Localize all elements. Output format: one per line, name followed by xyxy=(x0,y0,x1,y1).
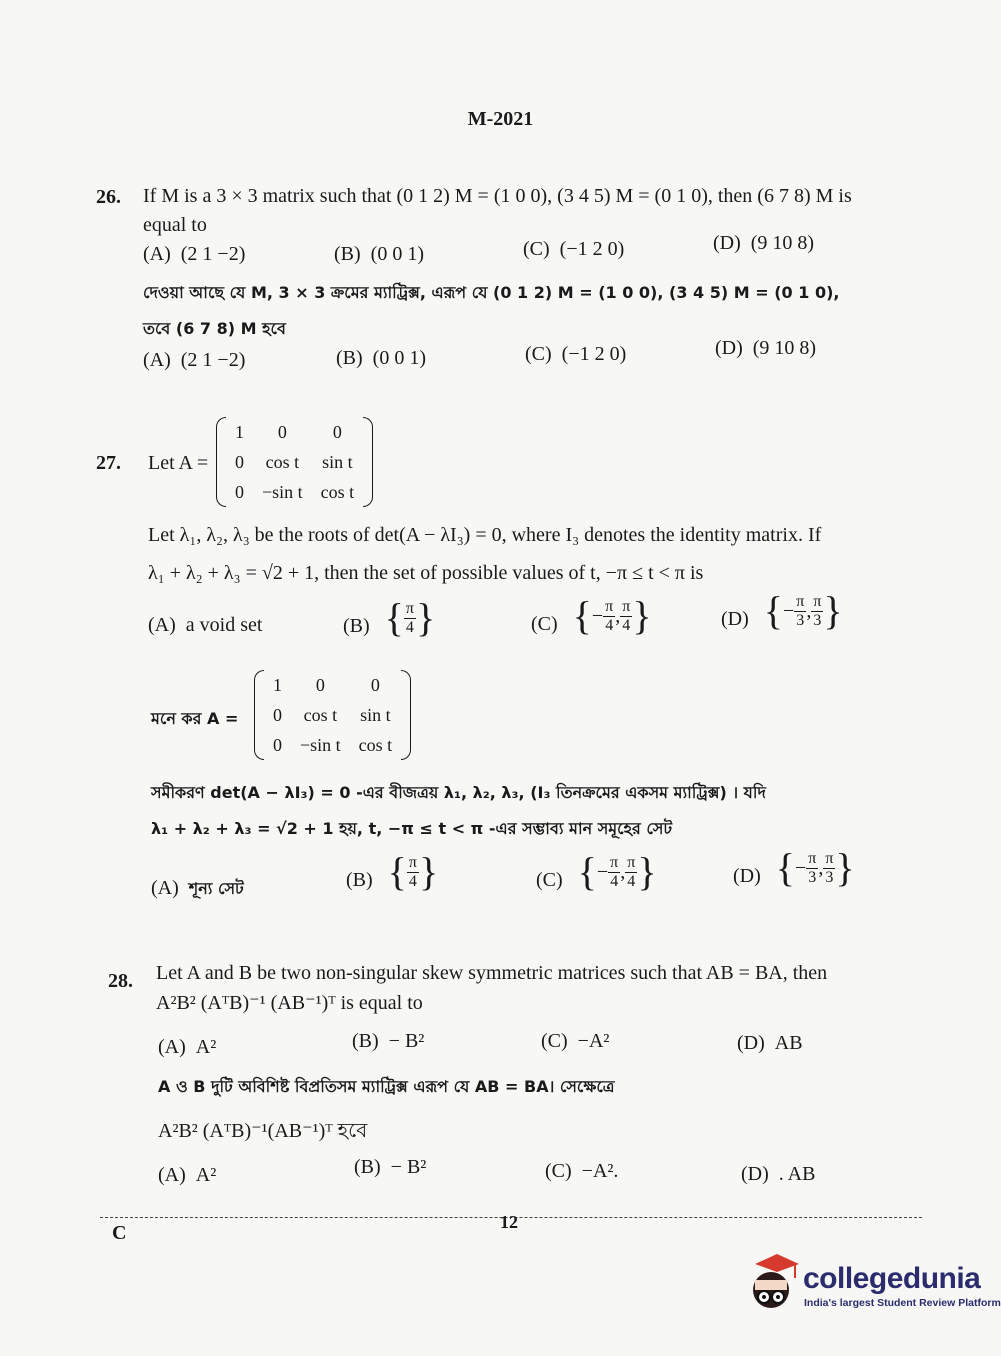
paper-code: M-2021 xyxy=(467,108,534,130)
matrix-cell: 0 xyxy=(273,704,282,725)
matrix-cell: 1 xyxy=(273,674,282,695)
q28-bn-option-a: (A) A² xyxy=(158,1164,217,1186)
question-number-27: 27. xyxy=(96,452,121,474)
matrix-cell: 0 xyxy=(235,451,244,472)
q26-bn-option-d: (D) (9 10 8) xyxy=(715,337,817,359)
q27-bengali-matrix xyxy=(254,670,411,760)
q28-bn-option-d: (D) . AB xyxy=(741,1163,816,1185)
q26-bengali-line2: তবে (6 7 8) M হবে xyxy=(143,319,286,338)
q26-bn-option-a: (A) (2 1 −2) xyxy=(143,349,246,371)
question-number-28: 28. xyxy=(108,970,133,992)
q28-option-a: (A) A² xyxy=(158,1036,217,1058)
matrix-cell: 0 xyxy=(370,674,380,695)
q27-option-a: (A) a void set xyxy=(148,614,263,636)
q28-bn-option-b: (B) − B² xyxy=(354,1156,427,1178)
q28-option-c: (C) −A² xyxy=(541,1030,610,1052)
q27-option-d: (D) { − $\frac{\pi}{3}$ , $\frac{\pi}{3}$ } xyxy=(721,588,843,633)
matrix-cell: −sin t xyxy=(262,481,303,502)
q27-bn-option-c: (C) { − $\frac{\pi}{4}$ , $\frac{\pi}{4}$ } xyxy=(536,849,657,894)
matrix-cell: cos t xyxy=(320,481,355,502)
q26-bengali-line1: দেওয়া আছে যে M, 3 × 3 ক্রমের ম্যাট্রিক্স, এরূপ যে (0 1 2) M = (1 0 0), (3 4 5) M = (0 1 0), xyxy=(143,283,840,302)
matrix-cell: 0 xyxy=(273,734,282,755)
q27-text-line2: λ₁ + λ₂ + λ₃ = √2 + 1, then the set of possible values of t, −π ≤ t < π is xyxy=(148,562,704,584)
matrix-cell: 0 xyxy=(277,421,287,442)
q27-option-b: (B) { $\frac{\pi}{4}$ } xyxy=(343,595,436,640)
q28-bengali-line1: A ও B দুটি অবিশিষ্ট বিপ্রতিসম ম্যাট্রিক্স এরূপ যে AB = BA। সেক্ষেত্রে xyxy=(158,1077,615,1096)
matrix-cell: 0 xyxy=(235,481,244,502)
q28-option-b: (B) − B² xyxy=(352,1030,425,1052)
q26-option-d: (D) (9 10 8) xyxy=(713,232,815,254)
q26-option-b: (B) (0 0 1) xyxy=(334,243,424,265)
q27-let-a: Let A = xyxy=(148,452,209,474)
q26-bn-option-b: (B) (0 0 1) xyxy=(336,347,426,369)
matrix-cell: cos t xyxy=(265,451,300,472)
q27-matrix xyxy=(216,417,373,507)
collegedunia-mascot-icon xyxy=(745,1250,801,1312)
q28-bn-option-c: (C) −A². xyxy=(545,1160,619,1182)
matrix-cell: −sin t xyxy=(300,734,341,755)
q27-bn-option-b: (B) { $\frac{\pi}{4}$ } xyxy=(346,849,439,894)
q27-bengali-line1: সমীকরণ det(A − λI₃) = 0 -এর বীজত্রয় λ₁, λ₂, λ₃, (I₃ তিনক্রমের একসম ম্যাট্রিক্স) । যদি xyxy=(151,783,766,802)
matrix-cell: 0 xyxy=(332,421,342,442)
matrix-cell: sin t xyxy=(360,704,391,725)
q28-option-d: (D) AB xyxy=(737,1032,803,1054)
question-number-26: 26. xyxy=(96,186,121,208)
matrix-cell: sin t xyxy=(322,451,353,472)
q27-text-line1: Let λ₁, λ₂, λ₃ be the roots of det(A − λI₃) = 0, where I₃ denotes the identity matrix. If xyxy=(148,524,822,546)
collegedunia-tagline: India's largest Student Review Platform xyxy=(804,1297,1001,1309)
q27-bn-option-a: (A) শূন্য সেট xyxy=(151,877,244,899)
q26-bn-option-c: (C) (−1 2 0) xyxy=(525,343,627,365)
matrix-cell: 1 xyxy=(235,421,244,442)
q27-option-c: (C) { − $\frac{\pi}{4}$ , $\frac{\pi}{4}$ } xyxy=(531,593,652,638)
q26-text-line2: equal to xyxy=(143,214,207,236)
q26-text-line1: If M is a 3 × 3 matrix such that (0 1 2) M = (1 0 0), (3 4 5) M = (0 1 0), then (6 7 8) M is xyxy=(143,185,852,207)
matrix-cell: 0 xyxy=(315,674,325,695)
q28-bengali-line2: A²B² (AᵀB)⁻¹(AB⁻¹)ᵀ হবে xyxy=(158,1120,368,1142)
collegedunia-logo-text: collegedunia xyxy=(803,1262,981,1295)
q27-bengali-let-a: মনে কর A = xyxy=(151,709,239,728)
q28-text-line2: A²B² (AᵀB)⁻¹ (AB⁻¹)ᵀ is equal to xyxy=(156,992,423,1014)
q27-bengali-line2: λ₁ + λ₂ + λ₃ = √2 + 1 হয়, t, −π ≤ t < π -এর সম্ভাব্য মান সমূহের সেট xyxy=(151,819,673,838)
q26-option-c: (C) (−1 2 0) xyxy=(523,238,625,260)
page-number: 12 xyxy=(500,1212,518,1232)
q28-text-line1: Let A and B be two non-singular skew symmetric matrices such that AB = BA, then xyxy=(156,962,828,984)
q26-option-a: (A) (2 1 −2) xyxy=(143,243,246,265)
q27-bn-option-d: (D) { − $\frac{\pi}{3}$ , $\frac{\pi}{3}$ } xyxy=(733,845,855,890)
matrix-cell: cos t xyxy=(358,734,393,755)
set-code: C xyxy=(112,1222,127,1244)
matrix-cell: cos t xyxy=(303,704,338,725)
